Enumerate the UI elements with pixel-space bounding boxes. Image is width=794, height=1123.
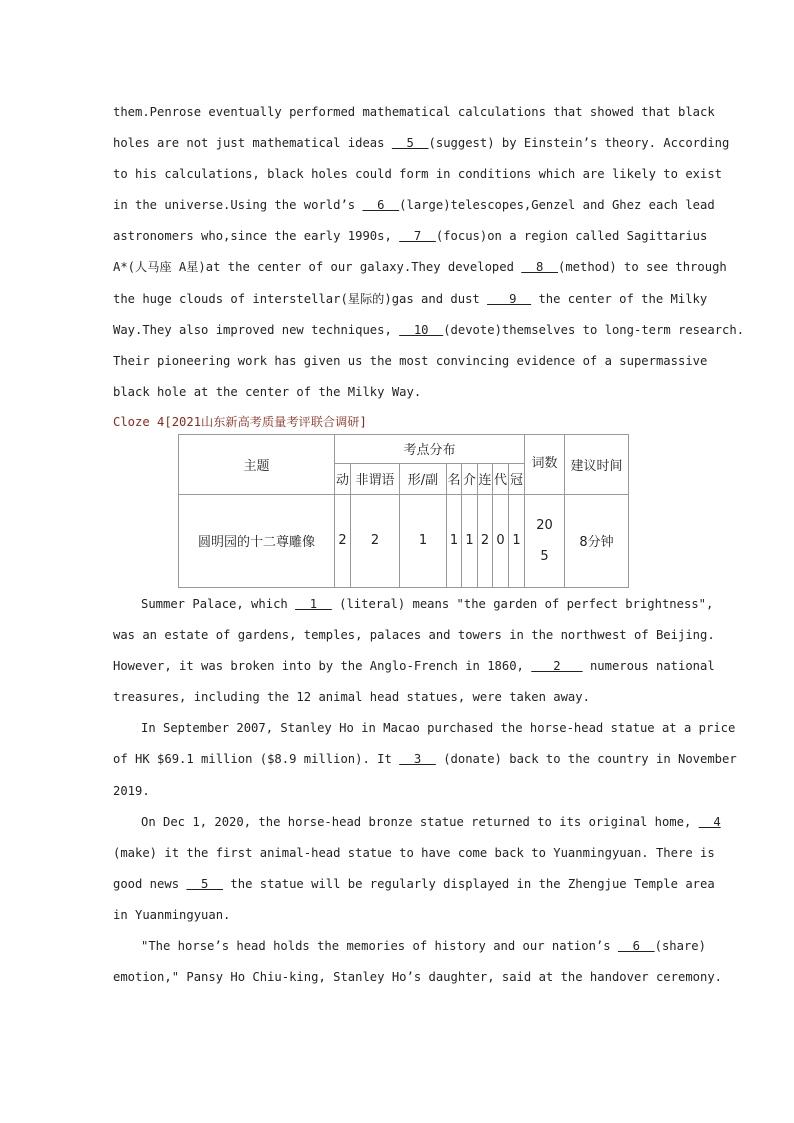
text-line: astronomers who,since the early 1990s, 7 (focus)on a region called Sagittarius [113, 229, 708, 244]
cloze-label: Cloze 4 [113, 414, 165, 429]
header-points: 考点分布 [335, 434, 525, 463]
subheader-adj-adv: 形/副 [400, 463, 447, 494]
subheader-prep: 介 [462, 463, 478, 494]
subheader-article: 冠 [509, 463, 525, 494]
cell-theme: 圆明园的十二尊雕像 [179, 494, 335, 587]
text-line: Way.They also improved new techniques, 10 (devote)themselves to long-term research. [113, 322, 745, 337]
cell-time: 8分钟 [565, 494, 629, 587]
cell-conj: 2 [478, 494, 493, 587]
cell-noun: 1 [447, 494, 462, 587]
text-line: However, it was broken into by the Anglo-French in 1860, 2 numerous national [113, 659, 715, 674]
blank-6: 6 [362, 198, 400, 213]
text-line: A*(人马座 A星)at the center of our galaxy.They developed 8 (method) to see through [113, 260, 727, 275]
text-line: holes are not just mathematical ideas 5 (suggest) by Einstein’s theory. According [113, 136, 730, 151]
passage-1 [113, 97, 745, 408]
cell-adj-adv: 1 [400, 494, 447, 587]
text-line: "The horse’s head holds the memories of history and our nation’s 6 (share) [141, 938, 706, 953]
subheader-conj: 连 [478, 463, 493, 494]
text-line: In September 2007, Stanley Ho in Macao purchased the horse-head statue at a price [141, 721, 736, 736]
text-line: of HK $69.1 million ($8.9 million). It 3 (donate) back to the country in November [113, 752, 737, 767]
text-line: the huge clouds of interstellar(星际的)gas and dust 9 the center of the Milky [113, 291, 708, 306]
blank-10: 10 [399, 322, 444, 337]
subheader-pron: 代 [493, 463, 509, 494]
cloze-source: [2021山东新高考质量考评联合调研] [164, 414, 367, 429]
text-line: Their pioneering work has given us the most convincing evidence of a supermassive [113, 353, 708, 368]
blank-5b: 5 [186, 876, 224, 891]
cell-prep: 1 [462, 494, 478, 587]
cell-pron: 0 [493, 494, 509, 587]
text-line: good news 5 the statue will be regularly displayed in the Zhengjue Temple area [113, 876, 715, 891]
blank-1: 1 [295, 596, 332, 611]
cell-article: 1 [509, 494, 525, 587]
text-line: emotion," Pansy Ho Chiu-king, Stanley Ho’s daughter, said at the handover ceremony. [113, 970, 723, 985]
passage-2 [113, 589, 737, 993]
blank-7: 7 [399, 229, 436, 244]
subheader-verb: 动 [335, 463, 351, 494]
text-line: was an estate of gardens, temples, palaces and towers in the northwest of Beijing. [113, 628, 715, 643]
text-line: them.Penrose eventually performed mathematical calculations that showed that black [113, 105, 715, 119]
subheader-nonfinite: 非谓语 [351, 463, 400, 494]
text-line: treasures, including the 12 animal head statues, were taken away. [113, 690, 590, 705]
header-theme: 主题 [179, 434, 335, 494]
text-line: in the universe.Using the world’s 6 (large)telescopes,Genzel and Ghez each lead [113, 198, 715, 213]
cloze-heading [113, 412, 680, 432]
text-line: Summer Palace, which 1 (literal) means "the garden of perfect brightness", [141, 596, 714, 611]
text-line: 2019. [113, 783, 150, 798]
blank-3: 3 [399, 752, 436, 767]
cloze-info-table [178, 434, 629, 588]
blank-4: 4 [698, 814, 721, 829]
cell-nonfinite: 2 [351, 494, 400, 587]
header-words: 词数 [525, 434, 565, 494]
cell-words: 205 [525, 494, 565, 587]
subheader-noun: 名 [447, 463, 462, 494]
text-line: in Yuanmingyuan. [113, 907, 231, 922]
document-page [113, 97, 745, 993]
cell-verb: 2 [335, 494, 351, 587]
text-line: to his calculations, black holes could form in conditions which are likely to exist [113, 167, 723, 182]
blank-5: 5 [391, 136, 429, 151]
text-line: black hole at the center of the Milky Way. [113, 384, 422, 399]
blank-9: 9 [487, 291, 532, 306]
header-time: 建议时间 [565, 434, 629, 494]
text-line: (make) it the first animal-head statue to have come back to Yuanmingyuan. There is [113, 845, 715, 860]
text-line: On Dec 1, 2020, the horse-head bronze statue returned to its original home, 4 [141, 814, 721, 829]
blank-2: 2 [531, 659, 583, 674]
blank-8: 8 [521, 260, 558, 275]
blank-6b: 6 [617, 938, 655, 953]
